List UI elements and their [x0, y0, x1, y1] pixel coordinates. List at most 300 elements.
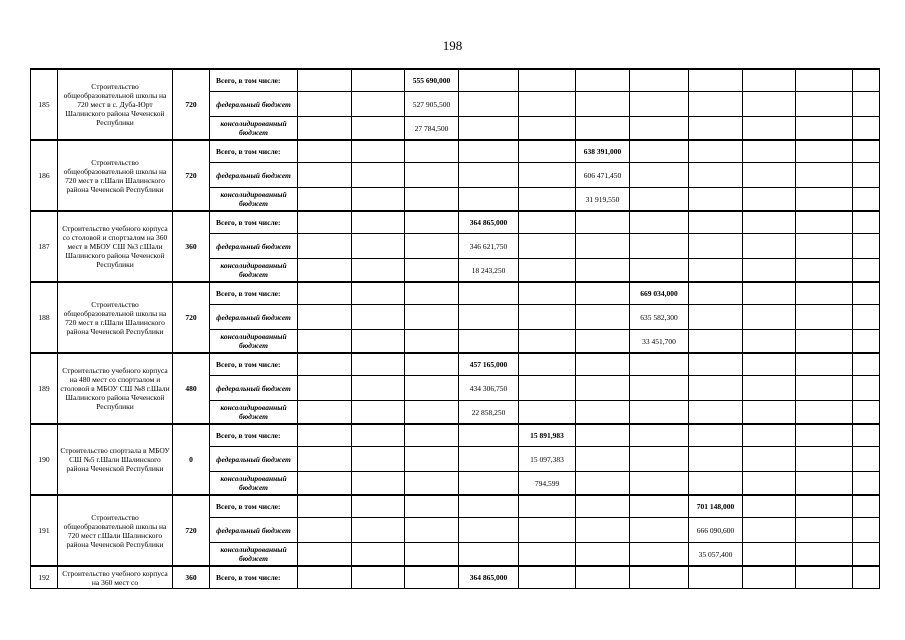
empty-cell — [853, 305, 880, 330]
project-190 — [31, 424, 880, 495]
empty-cell — [298, 140, 352, 163]
empty-cell — [796, 424, 853, 447]
empty-cell — [405, 566, 459, 589]
empty-cell — [689, 566, 743, 589]
empty-cell — [853, 495, 880, 518]
empty-cell — [298, 211, 352, 234]
empty-cell — [298, 543, 352, 567]
empty-cell — [519, 140, 576, 163]
empty-cell — [576, 330, 630, 354]
empty-cell — [853, 543, 880, 567]
empty-cell — [459, 69, 519, 92]
empty-cell — [689, 447, 743, 472]
budget-source-label: федеральный бюджет — [210, 376, 298, 401]
empty-cell — [630, 234, 689, 259]
empty-cell — [576, 401, 630, 425]
total-value: 15 891,983 — [519, 424, 576, 447]
budget-value: 527 905,500 — [405, 92, 459, 117]
total-value: 555 690,000 — [405, 69, 459, 92]
empty-cell — [298, 566, 352, 589]
total-label: Всего, в том числе: — [210, 140, 298, 163]
empty-cell — [298, 305, 352, 330]
empty-cell — [689, 376, 743, 401]
empty-cell — [630, 566, 689, 589]
empty-cell — [576, 282, 630, 305]
empty-cell — [630, 447, 689, 472]
empty-cell — [576, 353, 630, 376]
empty-cell — [630, 353, 689, 376]
row-number: 188 — [31, 282, 58, 353]
row-number: 191 — [31, 495, 58, 566]
empty-cell — [743, 447, 796, 472]
row-number: 186 — [31, 140, 58, 211]
empty-cell — [405, 401, 459, 425]
empty-cell — [298, 259, 352, 283]
empty-cell — [689, 92, 743, 117]
budget-source-label: федеральный бюджет — [210, 234, 298, 259]
project-188 — [31, 282, 880, 353]
empty-cell — [743, 566, 796, 589]
budget-source-label: консолидированный бюджет — [210, 330, 298, 354]
empty-cell — [796, 282, 853, 305]
empty-cell — [405, 353, 459, 376]
empty-cell — [630, 117, 689, 141]
empty-cell — [689, 211, 743, 234]
empty-cell — [743, 376, 796, 401]
empty-cell — [459, 305, 519, 330]
budget-source-label: федеральный бюджет — [210, 92, 298, 117]
object-name: Строительство общеобразовательной школы на 720 мест в с. Дуба-Юрт Шалинского района Чеченской Республики — [58, 69, 173, 140]
empty-cell — [630, 140, 689, 163]
empty-cell — [576, 495, 630, 518]
empty-cell — [519, 401, 576, 425]
empty-cell — [630, 495, 689, 518]
empty-cell — [352, 188, 405, 212]
empty-cell — [352, 305, 405, 330]
total-label: Всего, в том числе: — [210, 353, 298, 376]
empty-cell — [853, 376, 880, 401]
empty-cell — [405, 234, 459, 259]
object-name: Строительство учебного корпуса со столовой и спортзалом на 360 мест в МБОУ СШ №3 г.Шали Шалинского района Чеченской Республики — [58, 211, 173, 282]
empty-cell — [743, 69, 796, 92]
project-187 — [31, 211, 880, 282]
table-row — [31, 69, 880, 92]
empty-cell — [796, 117, 853, 141]
empty-cell — [405, 211, 459, 234]
empty-cell — [743, 330, 796, 354]
budget-source-label: консолидированный бюджет — [210, 259, 298, 283]
empty-cell — [298, 330, 352, 354]
table-row — [31, 353, 880, 376]
empty-cell — [853, 92, 880, 117]
empty-cell — [796, 163, 853, 188]
empty-cell — [459, 424, 519, 447]
total-label: Всего, в том числе: — [210, 282, 298, 305]
empty-cell — [576, 259, 630, 283]
empty-cell — [796, 69, 853, 92]
empty-cell — [405, 163, 459, 188]
empty-cell — [576, 566, 630, 589]
empty-cell — [519, 566, 576, 589]
empty-cell — [796, 543, 853, 567]
empty-cell — [352, 353, 405, 376]
object-name: Строительство учебного корпуса на 480 мест со спортзалом и столовой в МБОУ СШ №8 г.Шали Шалинского района Чеченской Республики — [58, 353, 173, 424]
empty-cell — [298, 282, 352, 305]
empty-cell — [519, 518, 576, 543]
empty-cell — [405, 282, 459, 305]
empty-cell — [519, 259, 576, 283]
empty-cell — [689, 305, 743, 330]
empty-cell — [689, 472, 743, 496]
empty-cell — [743, 188, 796, 212]
empty-cell — [630, 163, 689, 188]
empty-cell — [743, 92, 796, 117]
empty-cell — [796, 188, 853, 212]
empty-cell — [459, 92, 519, 117]
empty-cell — [459, 163, 519, 188]
total-value: 669 034,000 — [630, 282, 689, 305]
empty-cell — [576, 376, 630, 401]
empty-cell — [853, 188, 880, 212]
capacity: 720 — [173, 69, 210, 140]
empty-cell — [630, 259, 689, 283]
empty-cell — [352, 543, 405, 567]
empty-cell — [352, 330, 405, 354]
empty-cell — [576, 543, 630, 567]
empty-cell — [576, 117, 630, 141]
empty-cell — [352, 447, 405, 472]
empty-cell — [743, 140, 796, 163]
total-label: Всего, в том числе: — [210, 495, 298, 518]
empty-cell — [298, 376, 352, 401]
budget-value: 434 306,750 — [459, 376, 519, 401]
empty-cell — [298, 495, 352, 518]
empty-cell — [405, 330, 459, 354]
empty-cell — [405, 140, 459, 163]
empty-cell — [743, 211, 796, 234]
capacity: 720 — [173, 140, 210, 211]
empty-cell — [405, 376, 459, 401]
empty-cell — [743, 495, 796, 518]
empty-cell — [796, 566, 853, 589]
empty-cell — [689, 163, 743, 188]
capacity: 720 — [173, 495, 210, 566]
empty-cell — [352, 376, 405, 401]
total-value: 638 391,000 — [576, 140, 630, 163]
empty-cell — [352, 495, 405, 518]
empty-cell — [630, 188, 689, 212]
empty-cell — [576, 211, 630, 234]
empty-cell — [853, 518, 880, 543]
empty-cell — [352, 401, 405, 425]
empty-cell — [352, 518, 405, 543]
empty-cell — [298, 447, 352, 472]
empty-cell — [630, 472, 689, 496]
budget-value: 35 057,400 — [689, 543, 743, 567]
empty-cell — [352, 472, 405, 496]
empty-cell — [352, 424, 405, 447]
empty-cell — [352, 566, 405, 589]
object-name: Строительство общеобразовательной школы на 720 мест в г.Шали Шалинского района Чеченской Республики — [58, 140, 173, 211]
page-number: 198 — [442, 38, 463, 53]
empty-cell — [519, 163, 576, 188]
empty-cell — [796, 92, 853, 117]
empty-cell — [352, 163, 405, 188]
empty-cell — [519, 282, 576, 305]
total-value: 457 165,000 — [459, 353, 519, 376]
project-192 — [31, 566, 880, 589]
empty-cell — [576, 518, 630, 543]
empty-cell — [519, 376, 576, 401]
empty-cell — [405, 495, 459, 518]
empty-cell — [576, 447, 630, 472]
empty-cell — [743, 353, 796, 376]
empty-cell — [630, 401, 689, 425]
total-label: Всего, в том числе: — [210, 566, 298, 589]
empty-cell — [298, 92, 352, 117]
budget-value: 346 621,750 — [459, 234, 519, 259]
empty-cell — [743, 543, 796, 567]
budget-value: 22 858,250 — [459, 401, 519, 425]
empty-cell — [352, 282, 405, 305]
empty-cell — [853, 117, 880, 141]
empty-cell — [298, 234, 352, 259]
budget-value: 666 090,600 — [689, 518, 743, 543]
table-row — [31, 211, 880, 234]
budget-value: 33 451,700 — [630, 330, 689, 354]
empty-cell — [405, 447, 459, 472]
empty-cell — [743, 472, 796, 496]
empty-cell — [405, 424, 459, 447]
empty-cell — [796, 330, 853, 354]
empty-cell — [519, 188, 576, 212]
empty-cell — [796, 234, 853, 259]
object-name: Строительство учебного корпуса на 360 мест со — [58, 566, 173, 589]
budget-value: 606 471,450 — [576, 163, 630, 188]
empty-cell — [796, 518, 853, 543]
empty-cell — [689, 424, 743, 447]
empty-cell — [298, 518, 352, 543]
empty-cell — [743, 424, 796, 447]
empty-cell — [352, 211, 405, 234]
object-name: Строительство спортзала в МБОУ СШ №5 г.Шали Шалинского района Чеченской Республики — [58, 424, 173, 495]
project-186 — [31, 140, 880, 211]
empty-cell — [853, 566, 880, 589]
empty-cell — [576, 69, 630, 92]
empty-cell — [689, 259, 743, 283]
empty-cell — [743, 163, 796, 188]
empty-cell — [519, 92, 576, 117]
empty-cell — [743, 117, 796, 141]
empty-cell — [630, 92, 689, 117]
empty-cell — [853, 259, 880, 283]
empty-cell — [298, 353, 352, 376]
total-label: Всего, в том числе: — [210, 424, 298, 447]
total-value: 364 865,000 — [459, 211, 519, 234]
empty-cell — [853, 401, 880, 425]
project-189 — [31, 353, 880, 424]
empty-cell — [519, 305, 576, 330]
empty-cell — [743, 305, 796, 330]
empty-cell — [796, 305, 853, 330]
empty-cell — [576, 424, 630, 447]
empty-cell — [743, 259, 796, 283]
empty-cell — [796, 211, 853, 234]
empty-cell — [630, 69, 689, 92]
empty-cell — [853, 472, 880, 496]
budget-source-label: консолидированный бюджет — [210, 188, 298, 212]
empty-cell — [796, 140, 853, 163]
budget-source-label: федеральный бюджет — [210, 518, 298, 543]
budget-value: 27 784,500 — [405, 117, 459, 141]
empty-cell — [689, 234, 743, 259]
empty-cell — [519, 211, 576, 234]
empty-cell — [689, 330, 743, 354]
empty-cell — [576, 472, 630, 496]
empty-cell — [519, 117, 576, 141]
empty-cell — [352, 234, 405, 259]
empty-cell — [630, 518, 689, 543]
project-191 — [31, 495, 880, 566]
empty-cell — [459, 495, 519, 518]
empty-cell — [689, 69, 743, 92]
empty-cell — [298, 424, 352, 447]
empty-cell — [576, 234, 630, 259]
capacity: 480 — [173, 353, 210, 424]
empty-cell — [796, 401, 853, 425]
empty-cell — [519, 353, 576, 376]
budget-source-label: консолидированный бюджет — [210, 401, 298, 425]
empty-cell — [853, 140, 880, 163]
empty-cell — [853, 163, 880, 188]
empty-cell — [689, 282, 743, 305]
empty-cell — [576, 92, 630, 117]
empty-cell — [576, 305, 630, 330]
empty-cell — [689, 401, 743, 425]
table-row — [31, 282, 880, 305]
empty-cell — [459, 518, 519, 543]
row-number: 185 — [31, 69, 58, 140]
empty-cell — [743, 518, 796, 543]
capacity: 720 — [173, 282, 210, 353]
empty-cell — [298, 163, 352, 188]
object-name: Строительство общеобразовательной школы на 720 мест в г.Шали Шалинского района Чеченской Республики — [58, 282, 173, 353]
empty-cell — [630, 211, 689, 234]
empty-cell — [459, 472, 519, 496]
empty-cell — [519, 234, 576, 259]
empty-cell — [853, 211, 880, 234]
empty-cell — [853, 282, 880, 305]
capacity: 0 — [173, 424, 210, 495]
empty-cell — [352, 140, 405, 163]
empty-cell — [459, 543, 519, 567]
empty-cell — [689, 140, 743, 163]
empty-cell — [352, 117, 405, 141]
empty-cell — [630, 424, 689, 447]
table-row — [31, 495, 880, 518]
empty-cell — [689, 188, 743, 212]
empty-cell — [796, 495, 853, 518]
budget-table — [30, 68, 880, 589]
budget-source-label: федеральный бюджет — [210, 305, 298, 330]
empty-cell — [796, 259, 853, 283]
empty-cell — [298, 69, 352, 92]
empty-cell — [405, 305, 459, 330]
total-label: Всего, в том числе: — [210, 69, 298, 92]
empty-cell — [352, 92, 405, 117]
empty-cell — [853, 330, 880, 354]
empty-cell — [796, 447, 853, 472]
table-row — [31, 424, 880, 447]
empty-cell — [796, 376, 853, 401]
row-number: 192 — [31, 566, 58, 589]
budget-source-label: консолидированный бюджет — [210, 543, 298, 567]
empty-cell — [298, 401, 352, 425]
total-label: Всего, в том числе: — [210, 211, 298, 234]
empty-cell — [853, 447, 880, 472]
empty-cell — [298, 472, 352, 496]
row-number: 187 — [31, 211, 58, 282]
budget-source-label: консолидированный бюджет — [210, 117, 298, 141]
budget-source-label: федеральный бюджет — [210, 447, 298, 472]
empty-cell — [352, 259, 405, 283]
empty-cell — [405, 188, 459, 212]
empty-cell — [459, 140, 519, 163]
capacity: 360 — [173, 566, 210, 589]
empty-cell — [405, 472, 459, 496]
empty-cell — [459, 117, 519, 141]
empty-cell — [689, 117, 743, 141]
budget-source-label: консолидированный бюджет — [210, 472, 298, 496]
empty-cell — [298, 117, 352, 141]
empty-cell — [405, 259, 459, 283]
empty-cell — [405, 518, 459, 543]
budget-value: 18 243,250 — [459, 259, 519, 283]
empty-cell — [796, 353, 853, 376]
row-number: 190 — [31, 424, 58, 495]
empty-cell — [519, 543, 576, 567]
empty-cell — [796, 472, 853, 496]
empty-cell — [689, 353, 743, 376]
empty-cell — [519, 69, 576, 92]
empty-cell — [630, 543, 689, 567]
row-number: 189 — [31, 353, 58, 424]
empty-cell — [743, 282, 796, 305]
table-row — [31, 140, 880, 163]
empty-cell — [459, 188, 519, 212]
budget-value: 635 582,300 — [630, 305, 689, 330]
empty-cell — [853, 69, 880, 92]
total-value: 701 148,000 — [689, 495, 743, 518]
empty-cell — [853, 424, 880, 447]
empty-cell — [853, 353, 880, 376]
empty-cell — [298, 188, 352, 212]
empty-cell — [743, 234, 796, 259]
empty-cell — [459, 282, 519, 305]
budget-value: 31 919,550 — [576, 188, 630, 212]
project-185 — [31, 69, 880, 140]
empty-cell — [853, 234, 880, 259]
budget-value: 794,599 — [519, 472, 576, 496]
object-name: Строительство общеобразовательной школы на 720 мест г.Шали Шалинского района Чеченской Республики — [58, 495, 173, 566]
empty-cell — [519, 495, 576, 518]
empty-cell — [352, 69, 405, 92]
empty-cell — [405, 543, 459, 567]
total-value: 364 865,000 — [459, 566, 519, 589]
empty-cell — [519, 330, 576, 354]
budget-source-label: федеральный бюджет — [210, 163, 298, 188]
empty-cell — [459, 447, 519, 472]
